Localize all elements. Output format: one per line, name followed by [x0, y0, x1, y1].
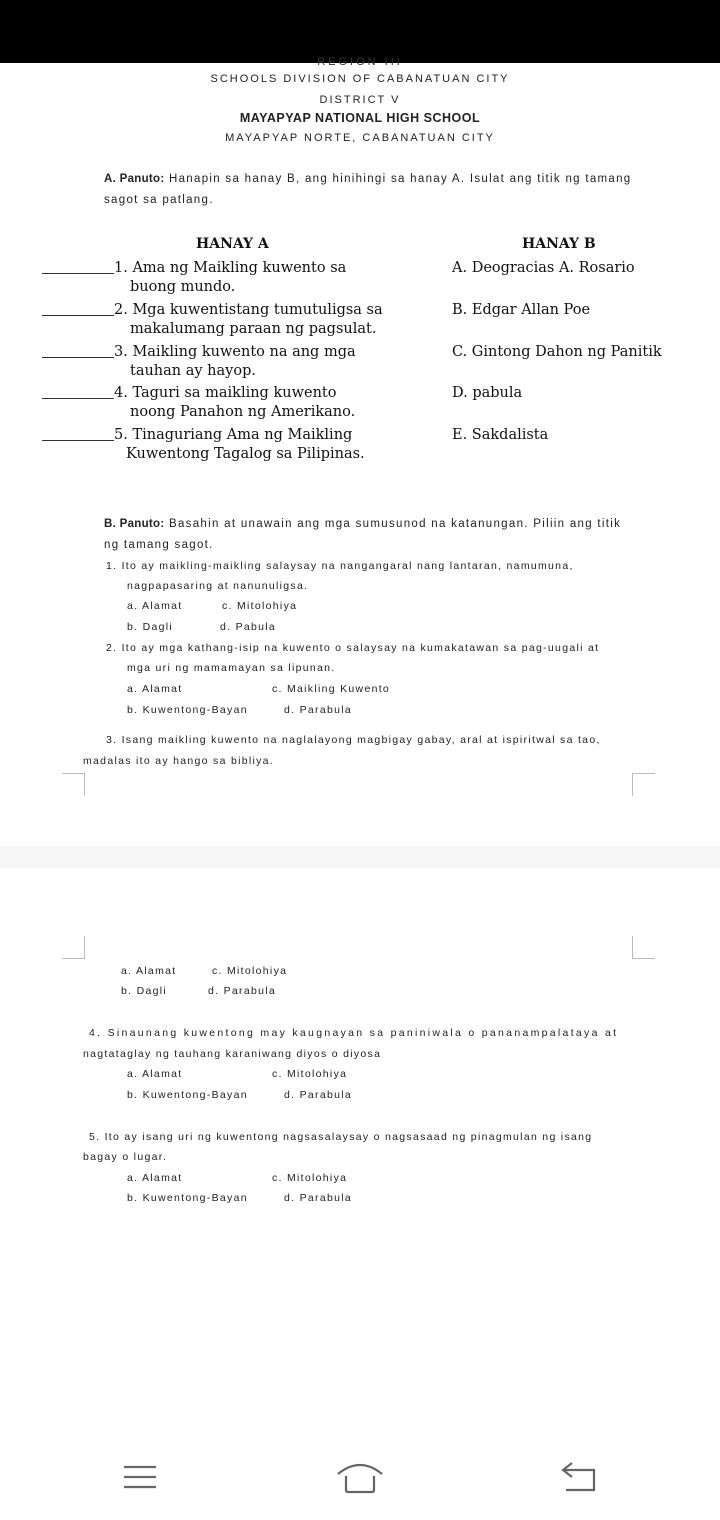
choice-d: d. Parabula [208, 985, 277, 997]
choice-d: d. Parabula [284, 704, 353, 716]
hanay-b-item: B. Edgar Allan Poe [452, 302, 591, 318]
hanay-b-heading: HANAY B [522, 236, 596, 252]
choice-b: b. Kuwentong-Bayan [127, 1089, 248, 1101]
matching-row [42, 343, 712, 379]
matching-row [42, 426, 712, 462]
part-b-label: B. Panuto: [104, 518, 165, 530]
home-button[interactable] [330, 1452, 390, 1502]
division-name: SCHOOLS DIVISION OF CABANATUAN CITY [210, 73, 510, 85]
choice-b: b. Dagli [121, 985, 168, 997]
choice-d: d. Parabula [284, 1089, 353, 1101]
hanay-a-item-cont: makalumang paraan ng pagsulat. [130, 321, 377, 337]
hanay-b-item: E. Sakdalista [452, 427, 549, 443]
school-name: MAYAPYAP NATIONAL HIGH SCHOOL [239, 111, 481, 125]
question-5: 5. Ito ay isang uri ng kuwentong nagsasalaysay o nagsasaad ng pinagmulan ng isang [89, 1131, 593, 1143]
choice-a: a. Alamat [121, 965, 177, 977]
part-b-text: Basahin at unawain ang mga sumusunod na katanungan. Piliin ang titik ng tamang sagot. [104, 518, 622, 551]
menu-button[interactable] [110, 1452, 170, 1502]
back-button[interactable] [550, 1452, 610, 1502]
choice-a: a. Alamat [127, 1068, 183, 1080]
school-address: MAYAPYAP NORTE, CABANATUAN CITY [225, 132, 495, 144]
hanay-a-item: 5. Tinaguriang Ama ng Maikling [114, 427, 353, 443]
choice-a: a. Alamat [127, 1172, 183, 1184]
part-b-instructions [104, 514, 636, 556]
hanay-b-item: A. Deogracias A. Rosario [452, 260, 635, 276]
choice-d: d. Parabula [284, 1192, 353, 1204]
matching-row [42, 259, 712, 295]
question-1: 1. Ito ay maikling-maikling salaysay na nangangaral nang lantaran, namumuna, [106, 560, 574, 572]
choice-c: c. Mitolohiya [272, 1172, 348, 1184]
hanay-a-item-cont: noong Panahon ng Amerikano. [130, 404, 356, 420]
question-2-cont: mga uri ng mamamayan sa lipunan. [127, 662, 336, 674]
choice-d: d. Pabula [220, 621, 277, 633]
navigation-bar [0, 1430, 720, 1520]
menu-icon [110, 1452, 170, 1502]
back-icon [550, 1452, 610, 1502]
choice-c: c. Maikling Kuwento [272, 683, 391, 695]
matching-row [42, 301, 712, 337]
page-break [0, 846, 720, 868]
hanay-a-item-cont: buong mundo. [130, 279, 236, 295]
question-4: 4. Sinaunang kuwentong may kaugnayan sa paniniwala o pananampalataya at [89, 1027, 619, 1039]
page-corner-mark [632, 773, 655, 796]
choice-b: b. Dagli [127, 621, 174, 633]
question-4-cont: nagtataglay ng tauhang karaniwang diyos o diyosa [83, 1048, 382, 1060]
answer-blank[interactable] [42, 384, 114, 399]
hanay-a-item-cont: Kuwentong Tagalog sa Pilipinas. [126, 446, 365, 462]
answer-blank[interactable] [42, 426, 114, 441]
page-corner-mark [62, 773, 85, 796]
choice-c: c. Mitolohiya [272, 1068, 348, 1080]
hanay-a-item: 1. Ama ng Maikling kuwento sa [114, 260, 347, 276]
hanay-a-item: 3. Maikling kuwento na ang mga [114, 344, 356, 360]
choice-b: b. Kuwentong-Bayan [127, 704, 248, 716]
part-a-text: Hanapin sa hanay B, ang hinihingi sa hanay A. Isulat ang titik ng tamang sagot sa patlang. [104, 173, 632, 206]
choice-c: c. Mitolohiya [222, 600, 298, 612]
question-1-cont: nagpapasaring at nanunuligsa. [127, 580, 309, 592]
hanay-b-item: D. pabula [452, 385, 523, 401]
matching-row [42, 384, 712, 420]
page-corner-mark [632, 936, 655, 959]
hanay-a-item: 2. Mga kuwentistang tumutuligsa sa [114, 302, 383, 318]
home-icon [330, 1452, 390, 1502]
question-3: 3. Isang maikling kuwento na naglalayong magbigay gabay, aral at ispiritwal sa tao, [106, 734, 601, 746]
district-name: DISTRICT V [319, 94, 401, 106]
hanay-a-item-cont: tauhan ay hayop. [130, 363, 256, 379]
status-bar [0, 0, 720, 63]
part-a-instructions [104, 169, 636, 211]
hanay-a-item: 4. Taguri sa maikling kuwento [114, 385, 337, 401]
answer-blank[interactable] [42, 301, 114, 316]
answer-blank[interactable] [42, 259, 114, 274]
choice-b: b. Kuwentong-Bayan [127, 1192, 248, 1204]
hanay-a-heading: HANAY A [196, 236, 269, 252]
question-3-cont: madalas ito ay hango sa bibliya. [83, 755, 275, 767]
answer-blank[interactable] [42, 343, 114, 358]
question-2: 2. Ito ay mga kathang-isip na kuwento o salaysay na kumakatawan sa pag-uugali at [106, 642, 600, 654]
cut-header-line: REGION III [317, 56, 403, 68]
choice-a: a. Alamat [127, 600, 183, 612]
choice-c: c. Mitolohiya [212, 965, 288, 977]
question-5-cont: bagay o lugar. [83, 1151, 168, 1163]
hanay-b-item: C. Gintong Dahon ng Panitik [452, 344, 662, 360]
choice-a: a. Alamat [127, 683, 183, 695]
part-a-label: A. Panuto: [104, 173, 165, 185]
page-corner-mark [62, 936, 85, 959]
